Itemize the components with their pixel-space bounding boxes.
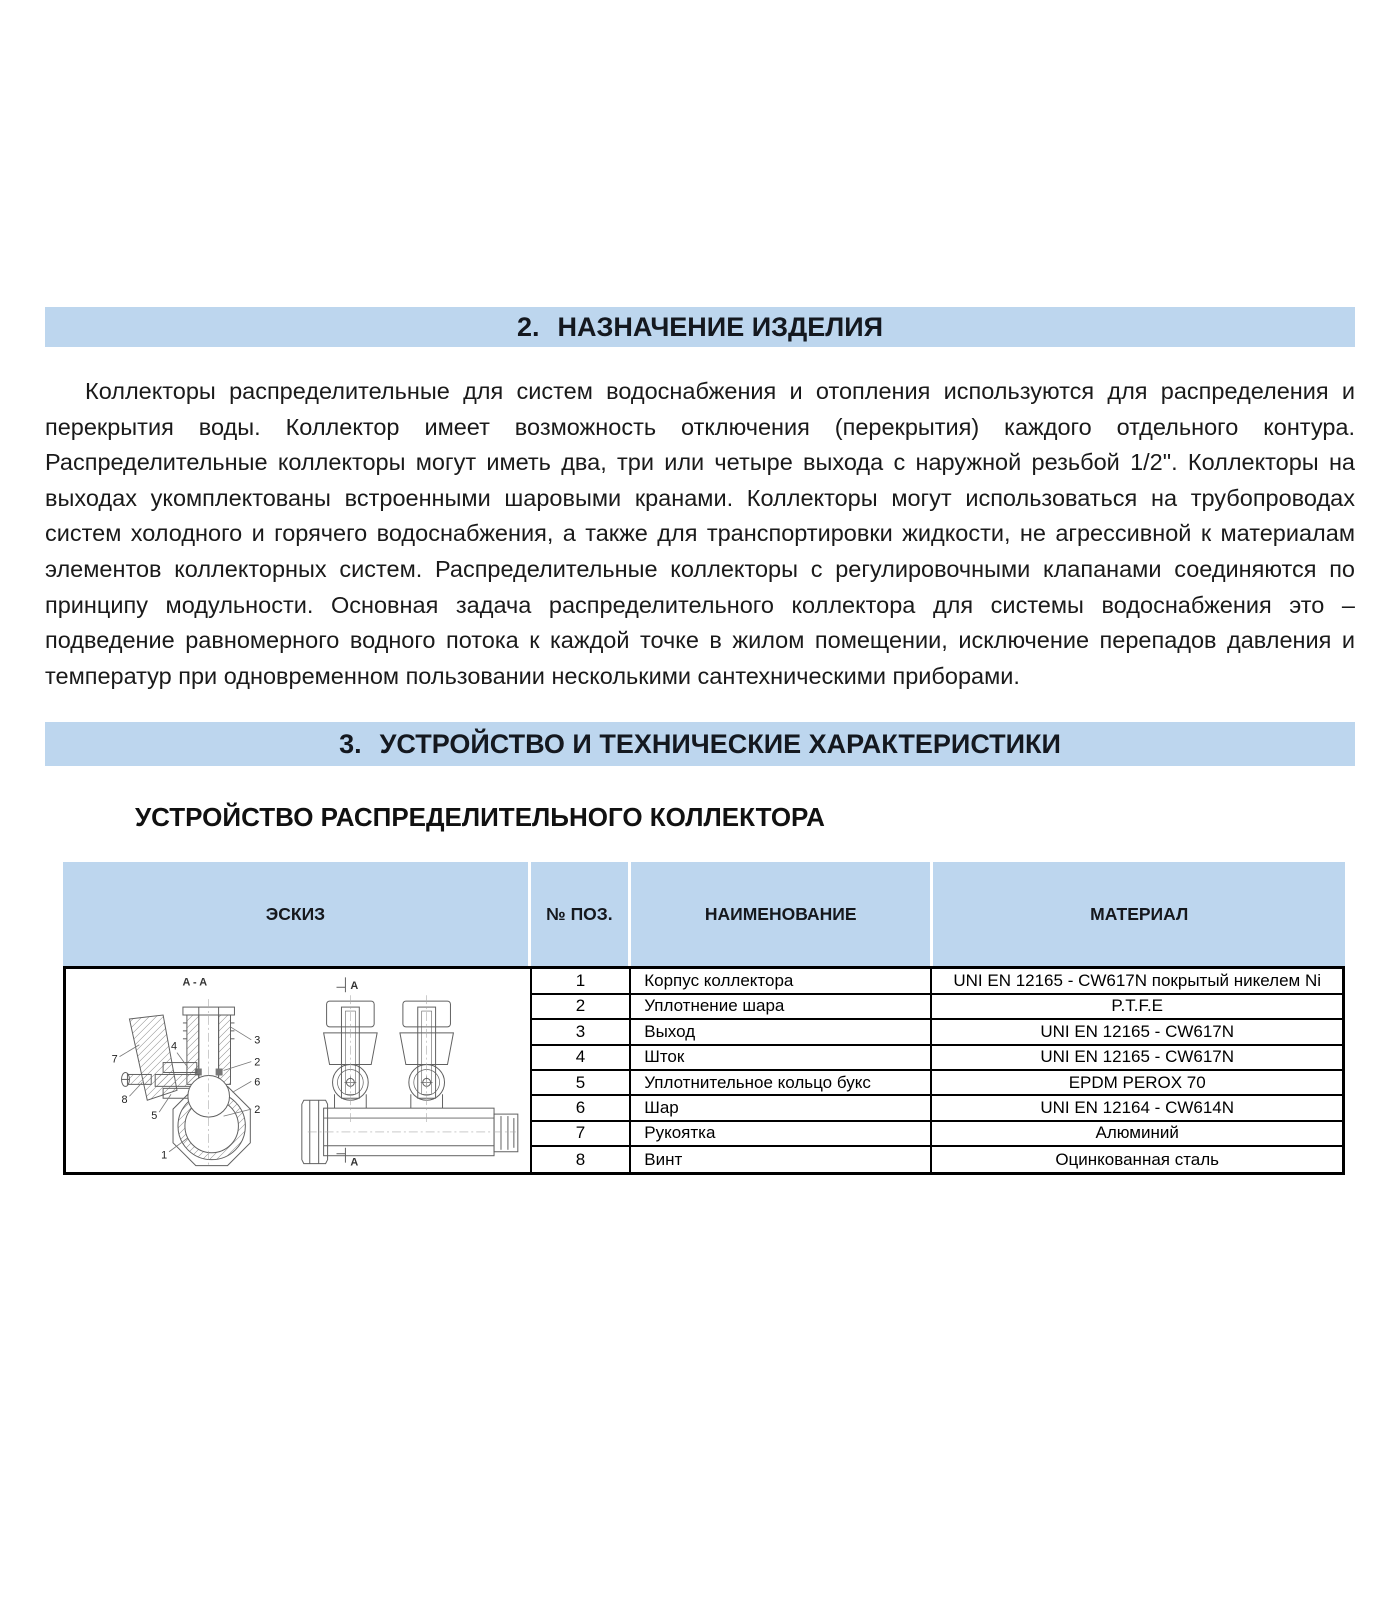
callout-4: 4 xyxy=(171,1041,178,1054)
col-header-position: № ПОЗ. xyxy=(531,862,631,966)
cell-material-row-5: EPDM PEROX 70 xyxy=(932,1071,1342,1096)
cell-pos-row-1: 1 xyxy=(532,969,632,994)
cell-material-row-2: P.T.F.E xyxy=(932,995,1342,1020)
section-3-header xyxy=(45,722,1355,766)
callout-1: 1 xyxy=(161,1150,168,1163)
cell-material-row-4: UNI EN 12165 - CW617N xyxy=(932,1046,1342,1071)
callout-2a: 2 xyxy=(254,1056,261,1069)
section-3-number: 3. xyxy=(339,728,362,759)
parts-table-header xyxy=(63,862,1345,966)
parts-table xyxy=(63,862,1345,1175)
cell-material-row-3: UNI EN 12165 - CW617N xyxy=(932,1020,1342,1045)
section-2-header xyxy=(45,307,1355,347)
callout-8: 8 xyxy=(121,1094,128,1107)
cut-label-bottom: A xyxy=(350,1157,359,1170)
cell-name-row-1: Корпус коллектора xyxy=(631,969,932,994)
valve-unit-2 xyxy=(400,996,454,1123)
side-view xyxy=(302,978,518,1169)
cell-pos-row-5: 5 xyxy=(532,1071,632,1096)
cell-pos-row-3: 3 xyxy=(532,1020,632,1045)
section-2-paragraph: Коллекторы распределительные для систем водоснабжения и отопления используются для распределения и перекрытия воды. Коллектор имеет возможность отключения (перекрытия) каждого отдельного контура. Распределительные коллекторы могут иметь два, три или четыре выхода с наружной резьбой 1/2". Коллекторы на выходах укомплектованы встроенными шаровыми кранами. Коллекторы могут использоваться на трубопроводах систем холодного и горячего водоснабжения, а также для транспортировки жидкости, не агрессивной к материалам элементов коллекторных систем. Распределительные коллекторы с регулировочными клапанами соединяются по принципу модульности. Основная задача распределительного коллектора для системы водоснабжения это – подведение равномерного водного потока к каждой точке в жилом помещении, исключение перепадов давления и температур при одновременном пользовании несколькими сантехническими приборами. xyxy=(45,378,1355,689)
section-2-number: 2. xyxy=(516,311,540,342)
cell-material-row-6: UNI EN 12164 - CW614N xyxy=(932,1096,1342,1121)
callout-2b: 2 xyxy=(254,1104,261,1117)
cell-pos-row-2: 2 xyxy=(532,995,632,1020)
callout-3: 3 xyxy=(254,1035,261,1048)
col-header-material: МАТЕРИАЛ xyxy=(933,862,1345,966)
cell-material-row-8: Оцинкованная сталь xyxy=(932,1147,1342,1172)
callout-6: 6 xyxy=(254,1076,261,1089)
cut-label-top: A xyxy=(350,980,359,993)
col-header-sketch: ЭСКИЗ xyxy=(63,862,531,966)
sketch-cell xyxy=(66,969,532,1172)
table-caption: УСТРОЙСТВО РАСПРЕДЕЛИТЕЛЬНОГО КОЛЛЕКТОРА xyxy=(135,802,825,833)
handle-shape xyxy=(129,1015,177,1100)
cell-material-row-1: UNI EN 12165 - CW617N покрытый никелем Ni xyxy=(932,969,1342,994)
section-3-title: УСТРОЙСТВО И ТЕХНИЧЕСКИЕ ХАРАКТЕРИСТИКИ xyxy=(379,728,1061,759)
cell-name-row-6: Шар xyxy=(631,1096,932,1121)
section-view-a-a xyxy=(112,977,261,1166)
cell-name-row-8: Винт xyxy=(631,1147,932,1172)
cell-pos-row-8: 8 xyxy=(532,1147,632,1172)
valve-unit-1 xyxy=(324,996,378,1123)
col-header-name: НАИМЕНОВАНИЕ xyxy=(631,862,934,966)
cell-pos-row-4: 4 xyxy=(532,1046,632,1071)
cell-pos-row-6: 6 xyxy=(532,1096,632,1121)
cell-material-row-7: Алюминий xyxy=(932,1122,1342,1147)
cell-name-row-3: Выход xyxy=(631,1020,932,1045)
callout-5: 5 xyxy=(151,1110,158,1123)
cell-name-row-5: Уплотнительное кольцо букс xyxy=(631,1071,932,1096)
section-2-title: НАЗНАЧЕНИЕ ИЗДЕЛИЯ xyxy=(557,311,884,342)
cell-name-row-7: Рукоятка xyxy=(631,1122,932,1147)
callout-7: 7 xyxy=(111,1053,118,1066)
cell-name-row-4: Шток xyxy=(631,1046,932,1071)
technical-drawing xyxy=(68,971,528,1170)
cell-name-row-2: Уплотнение шара xyxy=(631,995,932,1020)
cell-pos-row-7: 7 xyxy=(532,1122,632,1147)
section-view-label: A - A xyxy=(182,976,208,989)
parts-table-body xyxy=(63,966,1345,1175)
